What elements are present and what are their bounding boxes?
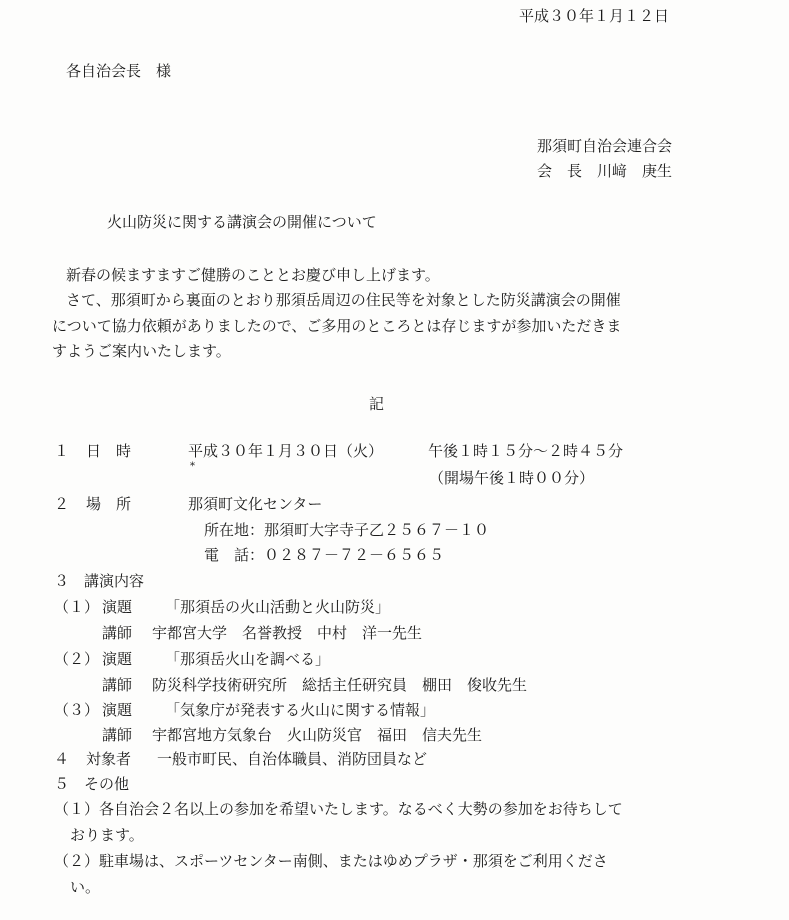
lecture-1-topic: 「那須岳の火山活動と火山防災」 <box>165 598 391 616</box>
lecture-3-topic: 「気象庁が発表する火山に関する情報」 <box>165 701 436 719</box>
place-phone: 電 話：０２８７－７２－６５６５ <box>204 546 445 564</box>
lecture-1-index: （１） <box>54 598 100 616</box>
lecture-1-lecturer-label: 講師 <box>102 624 133 642</box>
lecture-2-index: （２） <box>54 650 100 668</box>
recipient: 各自治会長 様 <box>66 62 172 80</box>
sender-name: 会 長 川﨑 庚生 <box>537 162 673 180</box>
other-heading: ５ その他 <box>54 775 130 793</box>
audience-num: ４ <box>54 750 70 768</box>
datetime-open: （開場午後１時００分） <box>429 469 595 487</box>
lecture-1-lecturer: 宇都宮大学 名誉教授 中村 洋一先生 <box>152 624 423 642</box>
content-heading: ３ 講演内容 <box>54 572 145 590</box>
other-line-2: おります。 <box>70 826 144 844</box>
stray-mark: * <box>190 461 195 472</box>
lecture-2-topic: 「那須岳火山を調べる」 <box>165 650 331 668</box>
lecture-2-lecturer: 防災科学技術研究所 総括主任研究員 棚田 俊收先生 <box>152 676 528 694</box>
ki-heading: 記 <box>369 395 385 413</box>
lecture-2-lecturer-label: 講師 <box>102 676 133 694</box>
body-line-4: すようご案内いたします。 <box>52 342 231 360</box>
other-line-1: （１）各自治会２名以上の参加を希望いたします。なるべく大勢の参加をお待ちして <box>54 800 623 818</box>
body-line-2: さて、那須町から裏面のとおり那須岳周辺の住民等を対象とした防災講演会の開催 <box>66 291 621 309</box>
other-line-3: （２）駐車場は、スポーツセンター南側、またはゆめプラザ・那須をご利用くださ <box>54 852 608 870</box>
body-line-3: について協力依頼がありましたので、ご多用のところとは存じますが参加いただきま <box>52 317 622 335</box>
other-line-4: い。 <box>70 878 101 896</box>
datetime-num: １ <box>54 442 70 460</box>
lecture-3-topic-label: 演題 <box>102 701 133 719</box>
sender-organization: 那須町自治会連合会 <box>537 137 673 155</box>
datetime-date: 平成３０年１月３０日（火） <box>188 442 384 460</box>
place-label: 場 所 <box>86 495 132 513</box>
audience-label: 対象者 <box>86 750 132 768</box>
lecture-1-topic-label: 演題 <box>102 598 133 616</box>
place-num: ２ <box>54 495 70 513</box>
lecture-3-lecturer: 宇都宮地方気象台 火山防災官 福田 信夫先生 <box>152 726 483 744</box>
lecture-3-lecturer-label: 講師 <box>102 726 133 744</box>
body-line-1: 新春の候ますますご健勝のこととお慶び申し上げます。 <box>66 266 440 284</box>
document-title: 火山防災に関する講演会の開催について <box>107 213 377 231</box>
place-address: 所在地：那須町大字寺子乙２５６７－１０ <box>204 521 490 539</box>
lecture-3-index: （３） <box>54 701 100 719</box>
audience-text: 一般市町民、自治体職員、消防団員など <box>157 750 428 768</box>
lecture-2-topic-label: 演題 <box>102 650 133 668</box>
place-name: 那須町文化センター <box>188 495 323 513</box>
datetime-label: 日 時 <box>86 442 132 460</box>
datetime-time: 午後１時１５分～２時４５分 <box>428 442 624 460</box>
document-date: 平成３０年１月１２日 <box>519 7 670 25</box>
